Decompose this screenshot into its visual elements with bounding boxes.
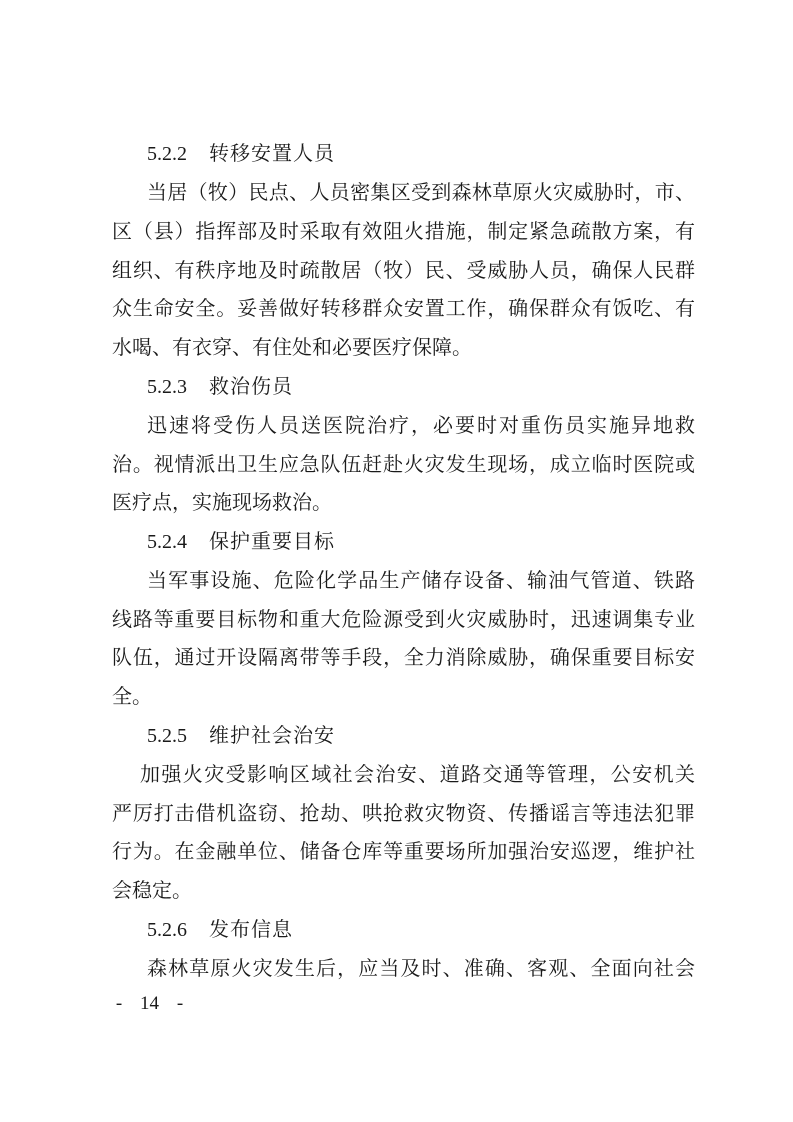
paragraph-line: 行为。在金融单位、储备仓库等重要场所加强治安巡逻，维护社 <box>112 839 695 863</box>
paragraph-line: 森林草原火灾发生后，应当及时、准确、客观、全面向社会 <box>147 956 695 980</box>
section-number: 5.2.2 <box>147 143 187 165</box>
paragraph-line: 当居（牧）民点、人员密集区受到森林草原火灾威胁时，市、 <box>147 180 695 204</box>
section-heading <box>147 140 335 167</box>
paragraph-line: 当军事设施、危险化学品生产储存设备、输油气管道、铁路 <box>147 568 695 592</box>
section-number: 5.2.4 <box>147 531 187 553</box>
paragraph-line: 区（县）指挥部及时采取有效阻火措施，制定紧急疏散方案，有 <box>112 219 695 243</box>
paragraph-line: 严厉打击借机盗窃、抢劫、哄抢救灾物资、传播谣言等违法犯罪 <box>112 801 695 825</box>
section-heading <box>147 722 335 749</box>
section-title: 保护重要目标 <box>209 529 335 553</box>
section-title: 转移安置人员 <box>209 141 335 165</box>
section-title: 维护社会治安 <box>209 723 335 747</box>
paragraph-line: 迅速将受伤人员送医院治疗，必要时对重伤员实施异地救 <box>147 413 695 437</box>
paragraph-line: 会稳定。 <box>112 878 192 902</box>
section-number: 5.2.3 <box>147 376 187 398</box>
paragraph-line: 组织、有秩序地及时疏散居（牧）民、受威胁人员，确保人民群 <box>112 258 695 282</box>
section-number: 5.2.5 <box>147 725 187 747</box>
paragraph-line: 水喝、有衣穿、有住处和必要医疗保障。 <box>112 335 472 359</box>
section-title: 救治伤员 <box>209 374 293 398</box>
paragraph-line: 治。视情派出卫生应急队伍赶赴火灾发生现场，成立临时医院或 <box>112 452 695 476</box>
section-title: 发布信息 <box>209 917 293 941</box>
section-heading <box>147 373 293 400</box>
paragraph-line: 队伍，通过开设隔离带等手段，全力消除威胁，确保重要目标安 <box>112 645 695 669</box>
paragraph-line: 线路等重要目标物和重大危险源受到火灾威胁时，迅速调集专业 <box>112 607 695 631</box>
section-heading <box>147 528 335 555</box>
section-number: 5.2.6 <box>147 919 187 941</box>
paragraph-line: 加强火灾受影响区域社会治安、道路交通等管理，公安机关 <box>140 762 695 786</box>
section-heading <box>147 916 293 943</box>
page-number-dash-right: - <box>176 993 184 1014</box>
page-number-footer <box>110 992 189 1016</box>
paragraph-line: 医疗点，实施现场救治。 <box>112 490 332 514</box>
paragraph-line: 全。 <box>112 684 152 708</box>
page-number-dash-left: - <box>115 993 123 1014</box>
page-number: 14 <box>140 993 159 1014</box>
paragraph-line: 众生命安全。妥善做好转移群众安置工作，确保群众有饭吃、有 <box>112 296 695 320</box>
